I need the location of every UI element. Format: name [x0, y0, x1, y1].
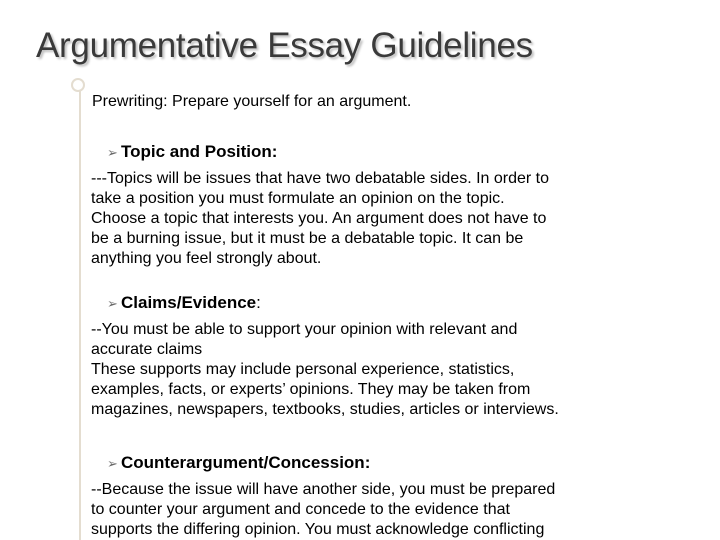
intro-text: Prewriting: Prepare yourself for an argument. — [92, 93, 412, 110]
body-line: examples, facts, or experts’ opinions. They may be taken from — [91, 381, 531, 398]
section-body-claims — [91, 320, 559, 420]
body-line: accurate claims — [91, 341, 203, 358]
body-line: These supports may include personal experience, statistics, — [91, 361, 515, 378]
section-heading-text: Counterargument/Concession: — [121, 453, 371, 472]
section-heading-text: Claims/Evidence — [121, 293, 257, 312]
body-line: take a position you must formulate an opinion on the topic. — [91, 190, 505, 207]
arrow-bullet-icon: ➢ — [107, 296, 118, 311]
body-line: Choose a topic that interests you. An argument does not have to — [91, 210, 547, 227]
decorative-ring — [71, 78, 85, 92]
section-heading-text: Topic and Position: — [121, 142, 278, 161]
arrow-bullet-icon: ➢ — [107, 145, 118, 160]
body-line: magazines, newspapers, textbooks, studies, articles or interviews. — [91, 401, 559, 418]
section-heading-topic — [107, 142, 277, 162]
body-line: --You must be able to support your opinion with relevant and — [91, 321, 518, 338]
body-line: ---Topics will be issues that have two debatable sides. In order to — [91, 170, 550, 187]
section-heading-counterargument — [107, 453, 370, 473]
body-line: anything you feel strongly about. — [91, 250, 322, 267]
section-heading-claims — [107, 293, 261, 313]
body-line: supports the differing opinion. You must acknowledge conflicting — [91, 521, 545, 538]
body-line: --Because the issue will have another side, you must be prepared — [91, 481, 556, 498]
body-line: be a burning issue, but it must be a debatable topic. It can be — [91, 230, 524, 247]
arrow-bullet-icon: ➢ — [107, 456, 118, 471]
section-body-counterargument — [91, 480, 555, 540]
section-heading-suffix: : — [256, 293, 261, 312]
section-body-topic — [91, 169, 549, 269]
decorative-vertical-line — [79, 85, 81, 540]
slide-title: Argumentative Essay Guidelines — [36, 26, 533, 65]
body-line: to counter your argument and concede to the evidence that — [91, 501, 510, 518]
